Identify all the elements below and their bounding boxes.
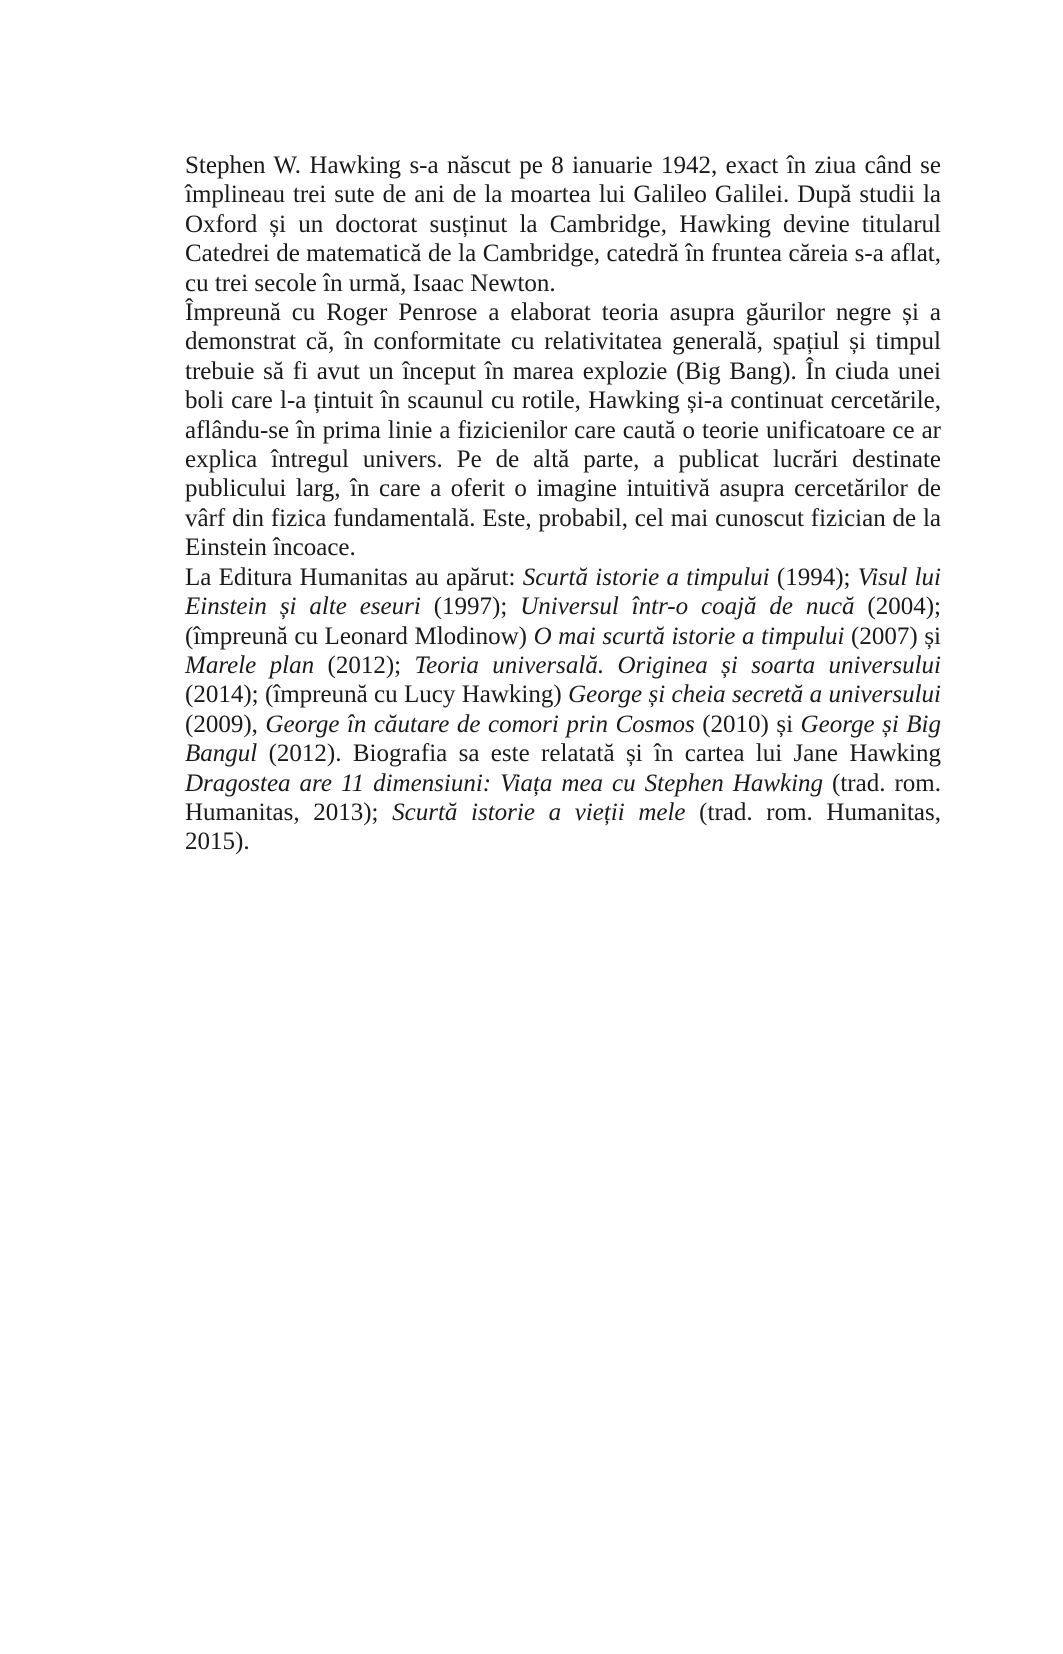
book-title: Marele plan [185,651,315,679]
bibliography-text: (2010) și [694,710,801,738]
bibliography-text: (trad. rom. Humanitas, 2015). [185,798,941,856]
book-title: George și cheia secretă a universului [568,681,941,709]
book-title: Teoria universală. Originea și soarta universului [414,651,941,679]
book-title: Scurtă istorie a vieții mele [392,798,686,826]
bio-paragraph-bibliography [185,563,941,857]
bibliography-text: (2009), [185,710,266,738]
bio-paragraph-birth: Stephen W. Hawking s-a născut pe 8 ianuarie 1942, exact în ziua când se împlineau trei sute de ani de la moartea lui Galileo Galilei. După studii la Oxford și un doctorat susținut la Cambridge, Hawking devine titularul Catedrei de matematică de la Cambridge, catedră în fruntea căreia s-a aflat, cu trei secole în urmă, Isaac Newton. [185,152,941,297]
author-bio [185,151,941,857]
book-title: Scurtă istorie a timpului [522,563,770,591]
book-title: George și Big Bangul [185,710,942,768]
bibliography-text: (2012); [314,651,415,679]
book-title: George în căutare de comori prin Cosmos [265,710,695,738]
book-title: Visul lui Einstein și alte eseuri [185,563,941,621]
bibliography-text: La Editura Humanitas au apărut: [185,563,523,591]
book-title: Universul într-o coajă de nucă [520,593,855,621]
bibliography-text: (1994); [769,563,858,591]
bibliography-text: (trad. rom. Humanitas, 2013); [185,769,941,826]
bibliography-text: (2014); (împreună cu Lucy Hawking) [185,681,569,709]
bio-paragraph-research: Împreună cu Roger Penrose a elaborat teoria asupra găurilor negre și a demonstrat că, în conformitate cu relativitatea generală, spațiul și timpul trebuie să fi avut un început în marea explozie (Big Bang). În ciuda unei boli care l-a țintuit în scaunul cu rotile, Hawking și-a continuat cercetările, aflându-se în prima linie a fizicienilor care caută o teorie unificatoare ce ar explica întregul univers. Pe de altă parte, a publicat lucrări destinate publicului larg, în care a oferit o imagine intuitivă asupra cercetărilor de vârf din fizica fundamentală. Este, probabil, cel mai cunoscut fizician de la Einstein încoace. [185,299,941,562]
bibliography-text: (2004); (împreună cu Leonard Mlodinow) [185,593,941,650]
book-title: Dragostea are 11 dimensiuni: Viața mea cu Stephen Hawking [185,769,824,797]
bibliography-text: (2007) și [844,622,941,650]
bibliography-text: (2012). Biografia sa este relatată și în cartea lui Jane Hawking [257,740,941,768]
bibliography-text: (1997); [420,593,521,621]
book-title: O mai scurtă istorie a timpului [533,622,845,650]
